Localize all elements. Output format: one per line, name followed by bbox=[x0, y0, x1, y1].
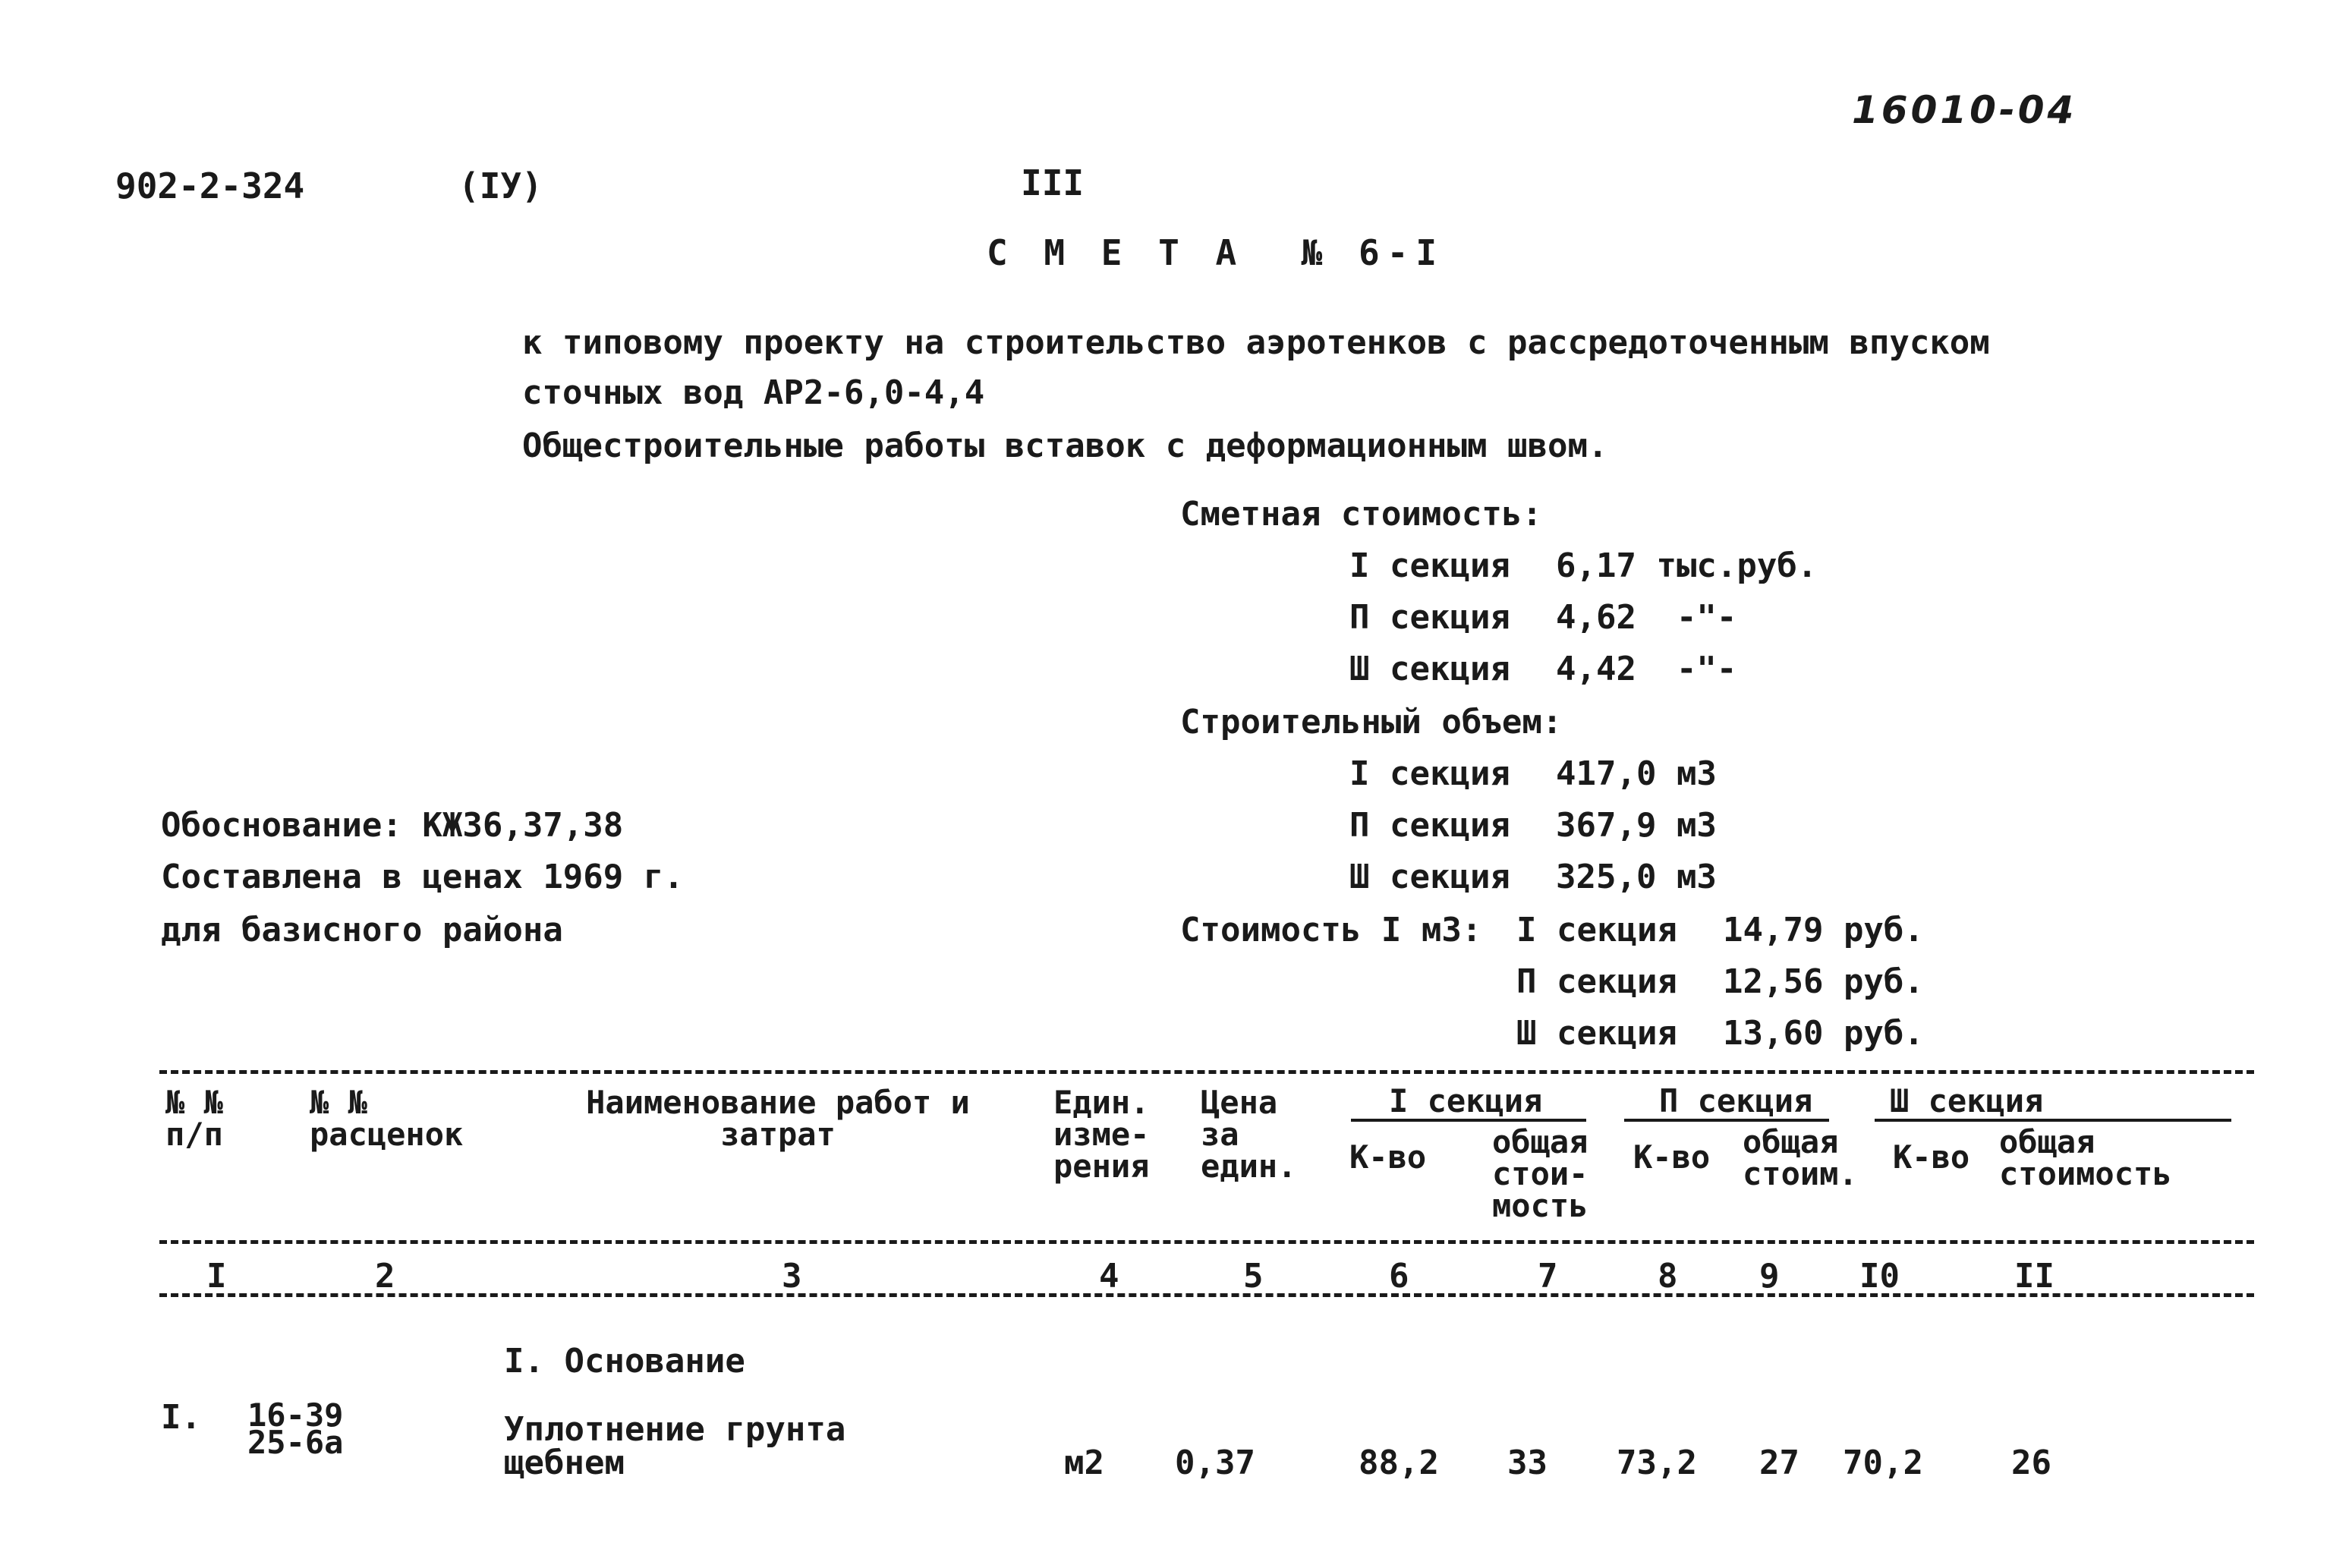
document-title: С М Е Т А № 6-I bbox=[987, 232, 1445, 273]
column-number-3: 3 bbox=[782, 1257, 802, 1296]
volume-row-2-value: 367,9 м3 bbox=[1556, 806, 1717, 845]
volume-row-3-section: Ш секция bbox=[1349, 858, 1510, 896]
header-col4-line3: рения bbox=[1053, 1148, 1150, 1185]
row-1-code-2: 25-6а bbox=[247, 1424, 344, 1461]
column-number-6: 6 bbox=[1389, 1257, 1409, 1296]
header-col4 bbox=[1053, 1084, 1150, 1185]
header-total-2-line2: стоим. bbox=[1743, 1155, 1858, 1192]
header-section-2: П секция bbox=[1659, 1082, 1813, 1119]
row-1-name-2: щебнем bbox=[504, 1444, 625, 1482]
column-number-11: II bbox=[2014, 1257, 2054, 1296]
header-total-2-line1: общая bbox=[1743, 1123, 1839, 1160]
cost-row-1-section: I секция bbox=[1349, 546, 1510, 585]
cost-row-2-value: 4,62 -"- bbox=[1556, 598, 1737, 637]
document-code: 902-2-324 bbox=[115, 165, 305, 206]
unit-cost-row-3-value: 13,60 руб. bbox=[1723, 1014, 1924, 1053]
unit-cost-row-2-value: 12,56 руб. bbox=[1723, 962, 1924, 1001]
basis-line-2: Составлена в ценах 1969 г. bbox=[161, 858, 684, 896]
volume-row-3-value: 325,0 м3 bbox=[1556, 858, 1717, 896]
header-total-3 bbox=[1999, 1123, 2172, 1192]
unit-cost-label: Стоимость I м3: bbox=[1180, 911, 1482, 949]
header-col5-line1: Цена bbox=[1201, 1084, 1278, 1121]
header-col4-line2: изме- bbox=[1053, 1116, 1150, 1153]
row-1-total-3: 26 bbox=[2011, 1444, 2051, 1482]
header-qty-3: К-во bbox=[1893, 1138, 1970, 1176]
header-col5-line3: един. bbox=[1201, 1148, 1297, 1185]
row-1-total-2: 27 bbox=[1759, 1444, 1799, 1482]
column-number-2: 2 bbox=[375, 1257, 395, 1296]
column-number-7: 7 bbox=[1538, 1257, 1558, 1296]
header-bottom-rule bbox=[159, 1240, 2254, 1244]
header-total-1-line2: стои- bbox=[1492, 1155, 1588, 1192]
header-section-3: Ш секция bbox=[1890, 1082, 2044, 1119]
header-total-3-line1: общая bbox=[1999, 1123, 2095, 1160]
volume-title: Строительный объем: bbox=[1180, 703, 1563, 741]
column-number-4: 4 bbox=[1099, 1257, 1119, 1296]
unit-cost-row-3-section: Ш секция bbox=[1516, 1014, 1677, 1053]
column-number-10: I0 bbox=[1859, 1257, 1900, 1296]
section-3-rule bbox=[1875, 1119, 2231, 1122]
section-heading: I. Основание bbox=[504, 1342, 745, 1381]
unit-cost-row-2-section: П секция bbox=[1516, 962, 1677, 1001]
header-col5-line2: за bbox=[1201, 1116, 1239, 1153]
column-number-9: 9 bbox=[1759, 1257, 1780, 1296]
subtitle-line-3: Общестроительные работы вставок с деформационным швом. bbox=[522, 427, 1608, 465]
header-total-1-line1: общая bbox=[1492, 1123, 1588, 1160]
header-total-1-line3: мость bbox=[1492, 1187, 1588, 1224]
header-col3 bbox=[565, 1084, 990, 1153]
subtitle-line-2: сточных вод АР2-6,0-4,4 bbox=[522, 373, 985, 412]
header-col3-line2: затрат bbox=[720, 1116, 836, 1153]
cost-row-2-section: П секция bbox=[1349, 598, 1510, 637]
subtitle-line-1: к типовому проекту на строительство аэротенков с рассредоточенным впуском bbox=[522, 323, 1990, 362]
header-section-1: I секция bbox=[1389, 1082, 1543, 1119]
table-top-rule bbox=[159, 1070, 2254, 1074]
volume-row-2-section: П секция bbox=[1349, 806, 1510, 845]
section-2-rule bbox=[1624, 1119, 1829, 1122]
header-col1-line1: № № bbox=[165, 1084, 223, 1121]
row-1-price: 0,37 bbox=[1175, 1444, 1255, 1482]
header-total-3-line2: стоимость bbox=[1999, 1155, 2172, 1192]
cost-row-3-section: Ш секция bbox=[1349, 650, 1510, 688]
unit-cost-row-1-value: 14,79 руб. bbox=[1723, 911, 1924, 949]
header-col2-line2: расценок bbox=[310, 1116, 464, 1153]
header-col2 bbox=[310, 1084, 464, 1153]
column-number-8: 8 bbox=[1658, 1257, 1678, 1296]
header-total-2 bbox=[1743, 1123, 1858, 1192]
header-col3-line1: Наименование работ и bbox=[586, 1084, 970, 1121]
header-col2-line1: № № bbox=[310, 1084, 367, 1121]
section-1-rule bbox=[1351, 1119, 1586, 1122]
header-total-1 bbox=[1492, 1123, 1588, 1224]
cost-row-1-value: 6,17 тыс.руб. bbox=[1556, 546, 1818, 585]
row-1-qty-1: 88,2 bbox=[1359, 1444, 1439, 1482]
header-qty-2: К-во bbox=[1633, 1138, 1711, 1176]
header-col1-line2: п/п bbox=[165, 1116, 223, 1153]
row-1-qty-2: 73,2 bbox=[1617, 1444, 1697, 1482]
basis-line-3: для базисного района bbox=[161, 911, 563, 949]
row-1-qty-3: 70,2 bbox=[1843, 1444, 1923, 1482]
column-number-5: 5 bbox=[1243, 1257, 1264, 1296]
cost-row-3-value: 4,42 -"- bbox=[1556, 650, 1737, 688]
row-1-unit: м2 bbox=[1064, 1444, 1104, 1482]
header-col4-line1: Един. bbox=[1053, 1084, 1150, 1121]
cost-title: Сметная стоимость: bbox=[1180, 495, 1542, 534]
header-col5 bbox=[1201, 1084, 1297, 1185]
unit-cost-row-1-section: I секция bbox=[1516, 911, 1677, 949]
page-number: III bbox=[1021, 162, 1085, 203]
row-1-total-1: 33 bbox=[1507, 1444, 1548, 1482]
volume-number: (IУ) bbox=[458, 165, 543, 206]
volume-row-1-value: 417,0 м3 bbox=[1556, 754, 1717, 793]
row-1-code-1: 16-39 bbox=[247, 1396, 344, 1434]
handwritten-code: 16010-04 bbox=[1852, 88, 2077, 132]
row-1-name-1: Уплотнение грунта bbox=[504, 1410, 846, 1449]
row-1-number: I. bbox=[161, 1398, 201, 1437]
header-qty-1: К-во bbox=[1349, 1138, 1427, 1176]
header-col1 bbox=[165, 1084, 223, 1153]
volume-row-1-section: I секция bbox=[1349, 754, 1510, 793]
column-number-1: I bbox=[206, 1257, 227, 1296]
column-numbers-rule bbox=[159, 1293, 2254, 1297]
basis-line-1: Обоснование: КЖ36,37,38 bbox=[161, 806, 624, 845]
